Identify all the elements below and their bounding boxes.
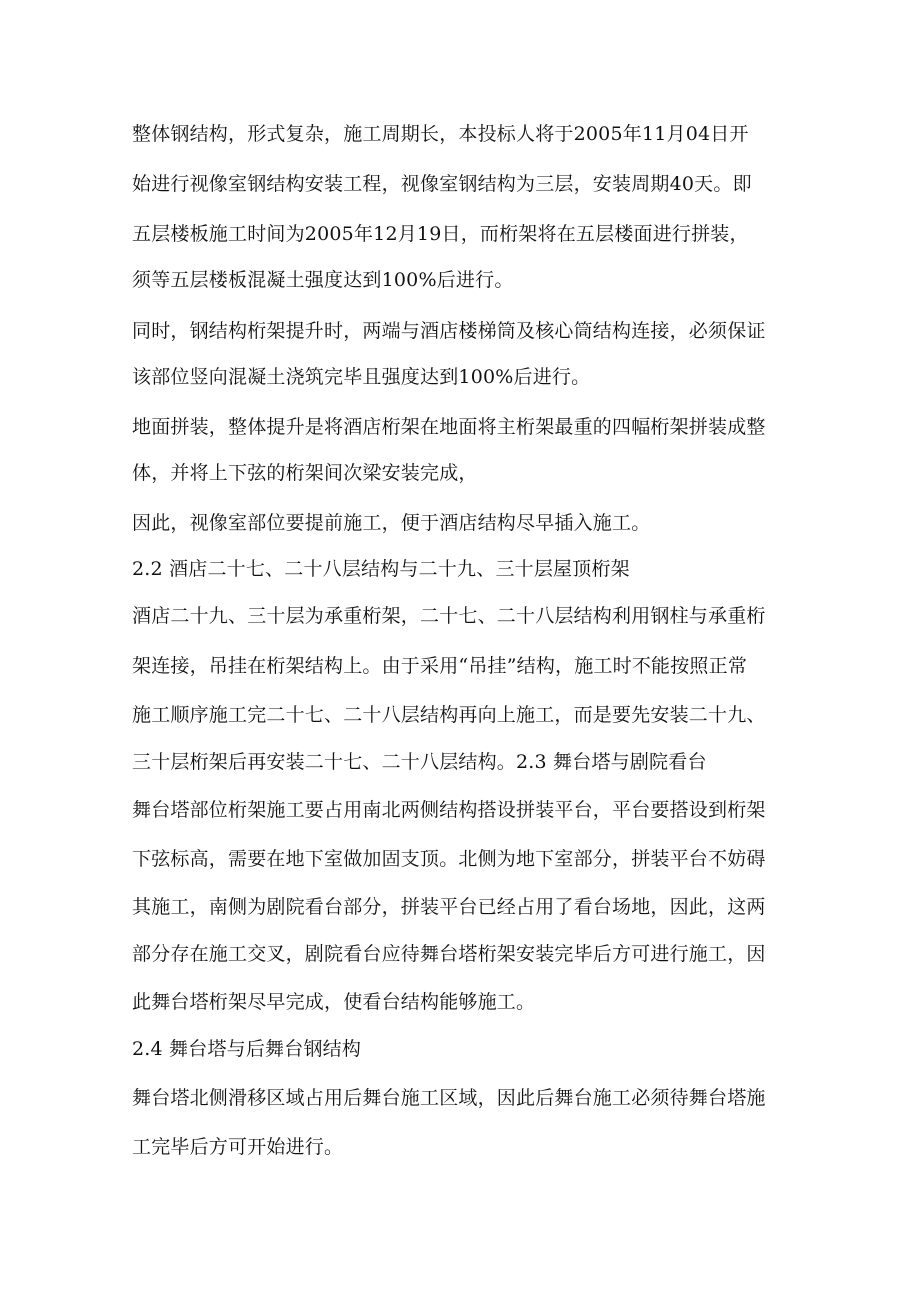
body-text-line: 舞台塔北侧滑移区域占用后舞台施工区域，因此后舞台施工必须待舞台塔施 <box>132 1087 766 1109</box>
body-text-line: 因此，视像室部位要提前施工，便于酒店结构尽早插入施工。 <box>132 512 651 534</box>
body-text-line: 三十层桁架后再安装二十七、二十八层结构。2.3 舞台塔与剧院看台 <box>132 751 707 773</box>
body-text-line: 始进行视像室钢结构安装工程，视像室钢结构为三层，安装周期40天。即 <box>132 173 752 195</box>
body-text-line: 此舞台塔桁架尽早完成，使看台结构能够施工。 <box>132 991 536 1013</box>
body-text-line: 舞台塔部位桁架施工要占用南北两侧结构搭设拼装平台，平台要搭设到桁架 <box>132 799 766 821</box>
body-text-line: 该部位竖向混凝土浇筑完毕且强度达到100%后进行。 <box>132 366 591 388</box>
section-heading: 2.2 酒店二十七、二十八层结构与二十九、三十层屋顶桁架 <box>132 558 630 580</box>
body-text-line: 体，并将上下弦的桁架间次梁安装完成， <box>132 462 478 484</box>
body-text-line: 部分存在施工交叉，剧院看台应待舞台塔桁架安装完毕后方可进行施工，因 <box>132 943 766 965</box>
body-text-line: 整体钢结构，形式复杂，施工周期长，本投标人将于2005年11月04日开 <box>132 123 749 145</box>
body-text-line: 地面拼装，整体提升是将酒店桁架在地面将主桁架最重的四幅桁架拼装成整 <box>132 416 766 438</box>
body-text-line: 下弦标高，需要在地下室做加固支顶。北侧为地下室部分，拼装平台不妨碍 <box>132 848 766 870</box>
body-text-line: 其施工，南侧为剧院看台部分，拼装平台已经占用了看台场地，因此，这两 <box>132 896 766 918</box>
section-heading: 2.4 舞台塔与后舞台钢结构 <box>132 1038 362 1060</box>
body-text-line: 架连接，吊挂在桁架结构上。由于采用“吊挂”结构，施工时不能按照正常 <box>132 655 748 677</box>
body-text-line: 施工顺序施工完二十七、二十八层结构再向上施工，而是要先安装二十九、 <box>132 704 766 726</box>
body-text-line: 五层楼板施工时间为2005年12月19日，而桁架将在五层楼面进行拼装， <box>132 223 749 245</box>
body-text-line: 须等五层楼板混凝土强度达到100%后进行。 <box>132 269 514 291</box>
body-text-line: 工完毕后方可开始进行。 <box>132 1136 344 1158</box>
body-text-line: 酒店二十九、三十层为承重桁架，二十七、二十八层结构利用钢柱与承重桁 <box>132 605 766 627</box>
body-text-line: 同时，钢结构桁架提升时，两端与酒店楼梯筒及核心筒结构连接，必须保证 <box>132 320 766 342</box>
